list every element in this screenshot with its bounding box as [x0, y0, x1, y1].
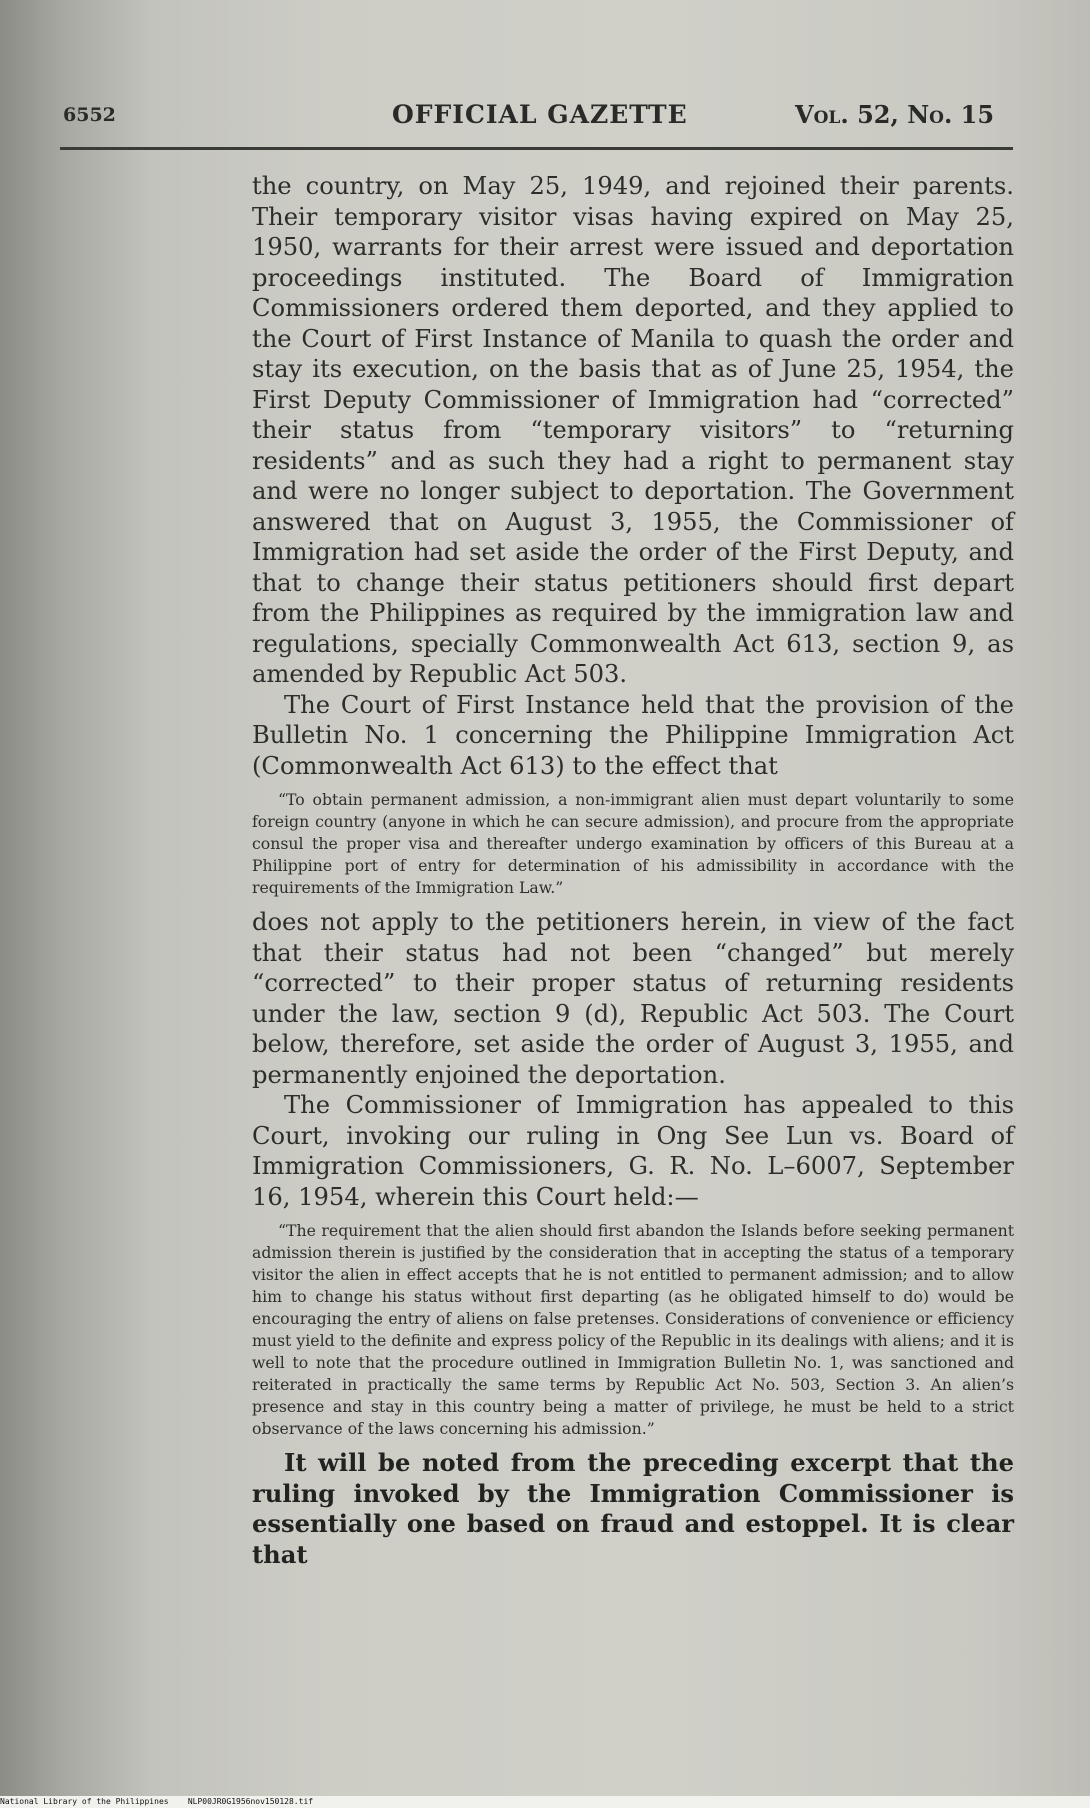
- scan-footer: [0, 1796, 1090, 1808]
- gazette-title: OFFICIAL GAZETTE: [392, 100, 688, 129]
- paragraph-3: does not apply to the petitioners herein, in view of the fact that their status had not been “changed” but merely “corrected” to their proper status of returning residents under the law, section 9 (d), Republic Act 503. The Court below, therefore, set aside the order of August 3, 1955, and permanently enjoined the deportation.: [252, 908, 1014, 1089]
- paragraph-1: the country, on May 25, 1949, and rejoined their parents. Their temporary visitor visas having expired on May 25, 1950, warrants for their arrest were issued and deportation proceedings instituted. The Board of Immigration Commissioners ordered them deported, and they applied to the Court of First Instance of Manila to quash the order and stay its execution, on the basis that as of June 25, 1954, the First Deputy Commissioner of Immigration had “corrected” their status from “temporary visitors” to “returning residents” and as such they had a right to permanent stay and were no longer subject to deportation. The Government answered that on August 3, 1955, the Commissioner of Immigration had set aside the order of the First Deputy, and that to change their status petitioners should first depart from the Philippines as required by the immigration law and regulations, specially Commonwealth Act 613, section 9, as amended by Republic Act 503.: [252, 172, 1014, 688]
- block-quote-1: “To obtain permanent admission, a non-immigrant alien must depart voluntarily to some foreign country (anyone in which he can secure admission), and procure from the appropriate consul the proper visa and thereafter undergo examination by officers of this Bureau at a Philippine port of entry for determination of his admissibility in accordance with the requirements of the Immigration Law.”: [252, 790, 1014, 897]
- paragraph-2: The Court of First Instance held that the provision of the Bulletin No. 1 concerning the Philippine Immigration Act (Commonwealth Act 613) to the effect that: [252, 690, 1014, 780]
- paragraph-4: The Commissioner of Immigration has appealed to this Court, invoking our ruling in Ong See Lun vs. Board of Immigration Commissioners, G. R. No. L–6007, September 16, 1954, wherein this Court held:—: [252, 1091, 1014, 1211]
- footer-library: National Library of the Philippines: [0, 1797, 169, 1806]
- footer-file: NLP00JR0G1956nov150128.tif: [187, 1797, 314, 1806]
- body-text: [252, 171, 1014, 1570]
- volume-number: Vol. 52, No. 15: [795, 100, 995, 129]
- paragraph-5: It will be noted from the preceding excerpt that the ruling invoked by the Immigration Commissioner is essentially one based on fraud and estoppel. It is clear that: [252, 1448, 1014, 1569]
- block-quote-2: “The requirement that the alien should first abandon the Islands before seeking permanent admission therein is justified by the consideration that in accepting the status of a temporary visitor the alien in effect accepts that he is not entitled to permanent admission; and to allow him to change his status without first departing (as he obligated himself to do) would be encouraging the entry of aliens on false pretenses. Considerations of convenience or efficiency must yield to the definite and express policy of the Republic in its dealings with aliens; and it is well to note that the procedure outlined in Immigration Bulletin No. 1, was sanctioned and reiterated in practically the same terms by Republic Act No. 503, Section 3. An alien’s presence and stay in this country being a matter of privilege, he must be held to a strict observance of the laws concerning his admission.”: [252, 1221, 1014, 1438]
- page-header: [0, 96, 1090, 136]
- header-rule: [60, 147, 1013, 150]
- page-number: 6552: [63, 104, 116, 126]
